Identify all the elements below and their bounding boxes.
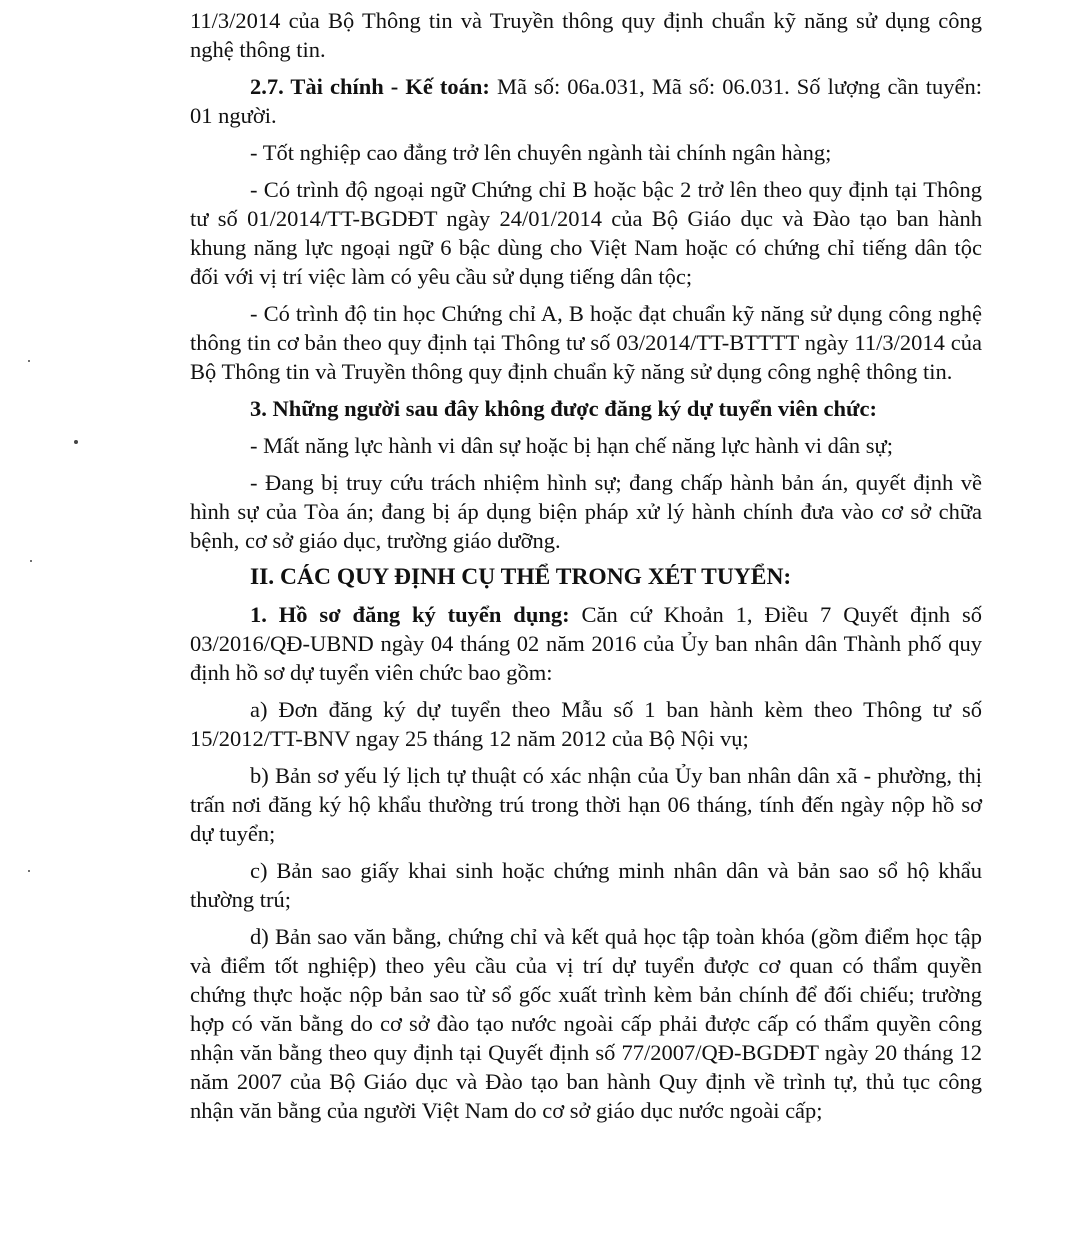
item-c: c) Bản sao giấy khai sinh hoặc chứng minh nhân dân và bản sao sổ hộ khẩu thường trú; (190, 858, 982, 912)
scan-speck (28, 360, 30, 362)
item-text: Căn cứ Khoản 1, Điều 7 Quyết định số 03/2016/QĐ-UBND ngày 04 tháng 02 năm 2016 của Ủy ban nhân dân Thành phố quy định hồ sơ dự tuyển viên chức bao gồm: (190, 602, 982, 685)
paragraph-continuation: 11/3/2014 của Bộ Thông tin và Truyền thông quy định chuẩn kỹ năng sử dụng công nghệ thông tin. (190, 8, 982, 62)
document-page (190, 6, 982, 1133)
item-text: Mã số: 06a.031, Mã số: 06.031. Số lượng cần tuyển: 01 người. (190, 74, 982, 128)
bullet-it-skills: - Có trình độ tin học Chứng chỉ A, B hoặc đạt chuẩn kỹ năng sử dụng công nghệ thông tin cơ bản theo quy định tại Thông tư số 03/2014/TT-BTTTT ngày 11/3/2014 của Bộ Thông tin và Truyền thông quy định chuẩn kỹ năng sử dụng công nghệ thông tin. (190, 301, 982, 384)
bullet-education: - Tốt nghiệp cao đẳng trở lên chuyên ngành tài chính ngân hàng; (250, 140, 832, 165)
item-a: a) Đơn đăng ký dự tuyển theo Mẫu số 1 ban hành kèm theo Thông tư số 15/2012/TT-BNV ngay 25 tháng 12 năm 2012 của Bộ Nội vụ; (190, 697, 982, 751)
paragraph-dossier (190, 600, 982, 687)
item-heading: 2.7. Tài chính - Kế toán: (250, 74, 490, 99)
item-b: b) Bản sơ yếu lý lịch tự thuật có xác nhận của Ủy ban nhân dân xã - phường, thị trấn nơi đăng ký hộ khẩu thường trú trong thời hạn 06 tháng, tính đến ngày nộp hồ sơ dự tuyển; (190, 763, 982, 846)
item-heading: 1. Hồ sơ đăng ký tuyển dụng: (250, 602, 570, 627)
heading-ineligible: 3. Những người sau đây không được đăng ký dự tuyển viên chức: (250, 396, 877, 421)
bullet-foreign-language: - Có trình độ ngoại ngữ Chứng chỉ B hoặc bậc 2 trở lên theo quy định tại Thông tư số 01/2014/TT-BGDĐT ngày 24/01/2014 của Bộ Giáo dục và Đào tạo ban hành khung năng lực ngoại ngữ 6 bậc dùng cho Việt Nam hoặc có chứng chỉ tiếng dân tộc đối với vị trí việc làm có yêu cầu sử dụng tiếng dân tộc; (190, 177, 982, 289)
item-d: d) Bản sao văn bằng, chứng chỉ và kết quả học tập toàn khóa (gồm điểm học tập và điểm tốt nghiệp) theo yêu cầu của vị trí dự tuyển được cơ quan có thẩm quyền chứng thực hoặc nộp bản sao từ sổ gốc xuất trình kèm bản chính để đối chiếu; trường hợp có văn bằng do cơ sở đào tạo nước ngoài cấp phải được cấp có thẩm quyền công nhận văn bằng theo quy định tại Quyết định số 77/2007/QĐ-BGDĐT ngày 20 tháng 12 năm 2007 của Bộ Giáo dục và Đào tạo ban hành Quy định về trình tự, thủ tục công nhận văn bằng của người Việt Nam do cơ sở giáo dục nước ngoài cấp; (190, 924, 982, 1123)
bullet-criminal: - Đang bị truy cứu trách nhiệm hình sự; đang chấp hành bản án, quyết định về hình sự của Tòa án; đang bị áp dụng biện pháp xử lý hành chính đưa vào cơ sở chữa bệnh, cơ sở giáo dục, trường giáo dưỡng. (190, 470, 982, 553)
paragraph-item-2-7 (190, 72, 982, 130)
scan-speck (74, 440, 78, 444)
section-heading: II. CÁC QUY ĐỊNH CỤ THỂ TRONG XÉT TUYỂN: (250, 564, 792, 590)
scan-speck (30, 560, 32, 562)
scan-speck (28, 870, 30, 872)
bullet-civil-capacity: - Mất năng lực hành vi dân sự hoặc bị hạn chế năng lực hành vi dân sự; (250, 433, 893, 458)
